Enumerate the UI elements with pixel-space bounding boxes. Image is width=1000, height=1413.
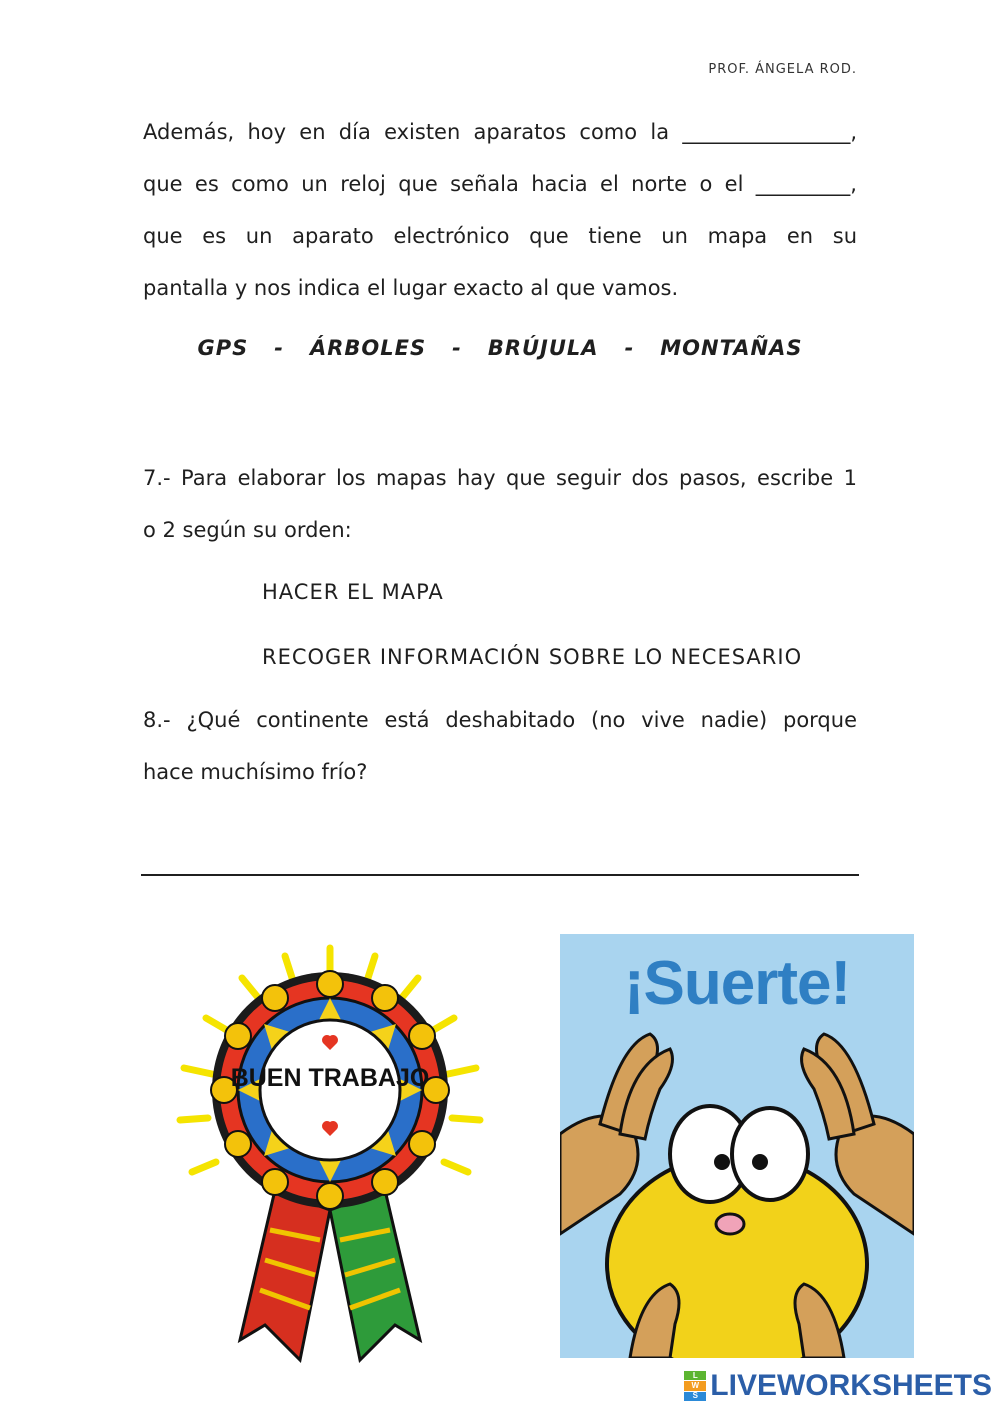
word-bank-option: MONTAÑAS <box>660 336 803 360</box>
author-header: PROF. ÁNGELA ROD. <box>708 62 857 77</box>
paragraph-line-4: pantalla y nos indica el lugar exacto al que vamos. <box>143 276 679 300</box>
ribbon-tails <box>240 1190 420 1360</box>
rosette-label: BUEN TRABAJO <box>230 1064 430 1092</box>
paragraph-line-1: Además, hoy en día existen aparatos como la ________________, <box>143 120 857 144</box>
liveworksheets-logo <box>684 1369 992 1403</box>
question-8-line-2: hace muchísimo frío? <box>143 760 368 784</box>
buen-trabajo-rosette-image <box>170 940 490 1380</box>
suerte-cartoon-image <box>560 934 914 1358</box>
logo-badge-icon <box>684 1371 706 1401</box>
step-collect-information: RECOGER INFORMACIÓN SOBRE LO NECESARIO <box>262 645 803 669</box>
step-make-map: HACER EL MAPA <box>262 580 444 604</box>
logo-badge-letter: W <box>684 1381 706 1390</box>
question-8-line-1: 8.- ¿Qué continente está deshabitado (no vive nadie) porque <box>143 708 857 732</box>
suerte-title: ¡Suerte! <box>623 949 851 1018</box>
word-bank <box>143 336 857 360</box>
answer-line <box>141 874 859 876</box>
word-bank-separator: - <box>624 336 635 360</box>
word-bank-option: BRÚJULA <box>487 336 599 360</box>
paragraph-line-2: que es como un reloj que señala hacia el norte o el _________, <box>143 172 857 196</box>
word-bank-option: GPS <box>197 336 249 360</box>
logo-badge-letter: S <box>684 1392 706 1401</box>
paragraph-line-3: que es un aparato electrónico que tiene un mapa en su <box>143 224 857 248</box>
question-7-line-1: 7.- Para elaborar los mapas hay que seguir dos pasos, escribe 1 <box>143 466 857 490</box>
logo-badge-letter: L <box>684 1371 706 1380</box>
logo-wordmark: LIVEWORKSHEETS <box>710 1369 992 1402</box>
word-bank-separator: - <box>452 336 462 360</box>
word-bank-option: ÁRBOLES <box>309 336 427 360</box>
question-7-line-2: o 2 según su orden: <box>143 518 352 542</box>
word-bank-separator: - <box>274 336 284 360</box>
